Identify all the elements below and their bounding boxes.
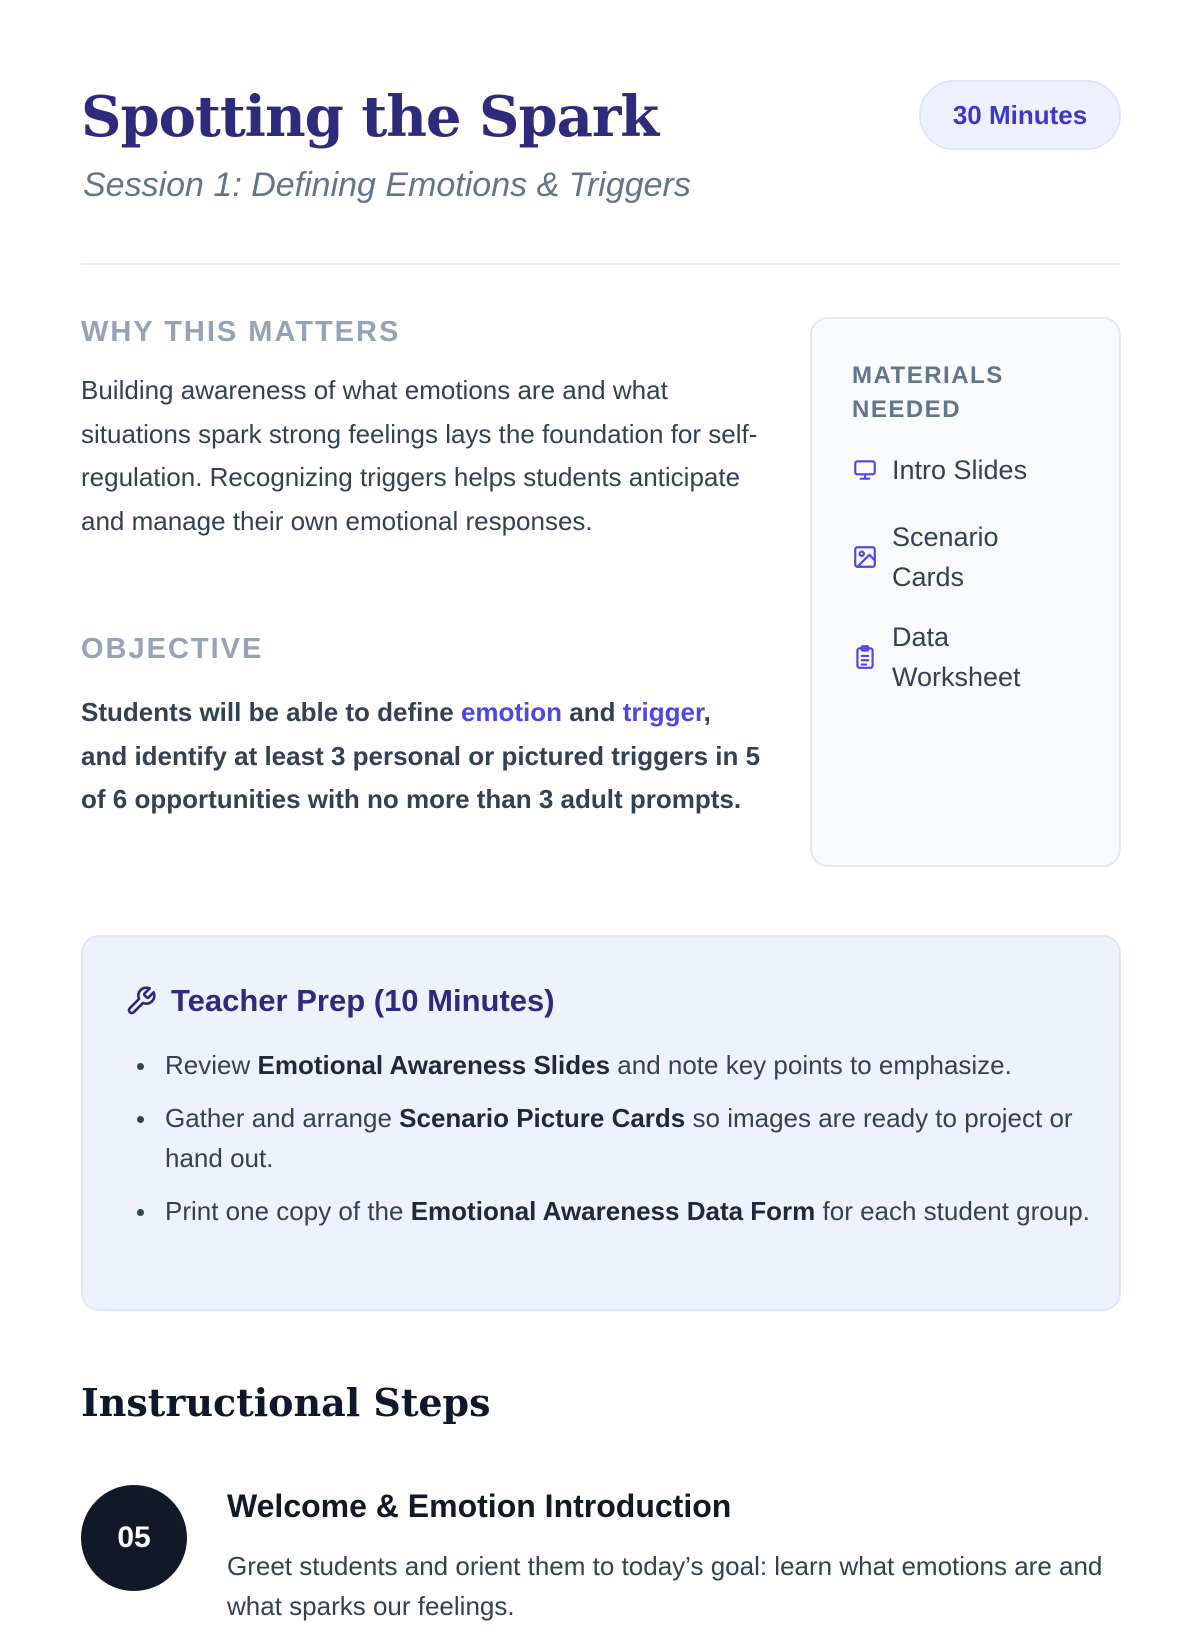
prep-text: Print one copy of the — [165, 1196, 411, 1226]
teacher-prep-card — [81, 935, 1121, 1311]
objective-part: , and identify at least 3 personal or pictured triggers in 5 of 6 opportunities with no more than 3 adult prompts. — [81, 697, 761, 814]
lesson-page — [81, 0, 1121, 1621]
material-item — [852, 617, 1112, 697]
step-description: Greet students and orient them to today’s goal: learn what emotions are and what sparks our feelings. — [227, 1551, 1103, 1621]
why-text: Building awareness of what emotions are and what situations spark strong feelings lays the foundation for self-regulation. Recognizing triggers helps students anticipate and manage their own emotional responses. — [81, 375, 758, 536]
steps-heading: Instructional Steps — [81, 1380, 491, 1425]
prep-text: for each student group. — [815, 1196, 1090, 1226]
wrench-icon — [125, 985, 157, 1017]
session-subtitle: Session 1: Defining Emotions & Triggers — [83, 166, 691, 204]
term-emotion: emotion — [460, 697, 563, 727]
term-trigger: trigger — [622, 697, 704, 727]
why-label: WHY THIS MATTERS — [81, 316, 401, 348]
objective-text — [81, 691, 761, 822]
materials-card — [810, 317, 1121, 867]
prep-resource: Emotional Awareness Data Form — [410, 1196, 816, 1226]
material-item — [852, 517, 1112, 597]
prep-text: Review — [165, 1050, 258, 1080]
material-label: Scenario Cards — [892, 522, 999, 592]
step-title: Welcome & Emotion Introduction — [227, 1488, 732, 1524]
step-number-badge: 05 — [81, 1485, 187, 1591]
materials-title: MATERIALS NEEDED — [852, 362, 1004, 423]
monitor-icon — [852, 457, 878, 483]
prep-heading — [125, 983, 555, 1019]
material-label: Data Worksheet — [892, 622, 1021, 692]
objective-part: Students will be able to define — [81, 697, 461, 727]
image-icon — [852, 544, 878, 570]
prep-title: Teacher Prep (10 Minutes) — [171, 983, 555, 1018]
material-label: Intro Slides — [892, 455, 1028, 485]
prep-text: and note key points to emphasize. — [610, 1050, 1012, 1080]
prep-resource: Emotional Awareness Slides — [257, 1050, 611, 1080]
prep-text: Gather and arrange — [165, 1103, 400, 1133]
list-item — [165, 1045, 1095, 1085]
prep-list — [165, 1045, 1095, 1244]
duration-badge: 30 Minutes — [919, 80, 1121, 150]
list-item — [165, 1191, 1095, 1231]
list-item — [165, 1098, 1095, 1178]
objective-label: OBJECTIVE — [81, 633, 264, 665]
lesson-header — [81, 80, 1121, 265]
prep-text: so images are ready to project or hand out. — [165, 1103, 1073, 1173]
material-item — [852, 450, 1112, 490]
lesson-title: Spotting the Spark — [81, 84, 659, 150]
prep-resource: Scenario Picture Cards — [399, 1103, 686, 1133]
clipboard-icon — [852, 644, 878, 670]
objective-part: and — [562, 697, 623, 727]
